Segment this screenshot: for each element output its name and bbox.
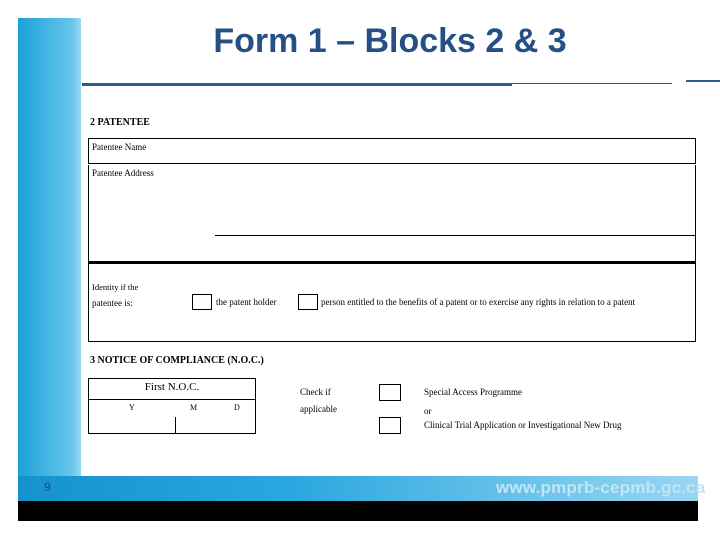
special-access-checkbox[interactable]: [379, 384, 401, 401]
date-separator: [175, 417, 176, 433]
applicable-label: applicable: [300, 404, 337, 414]
clinical-trial-label: Clinical Trial Application or Investigational New Drug: [424, 420, 622, 430]
or-label: or: [424, 406, 432, 416]
form-excerpt: [86, 110, 698, 440]
check-if-label: Check if: [300, 387, 331, 397]
entitled-person-checkbox[interactable]: [298, 294, 318, 310]
clinical-trial-checkbox[interactable]: [379, 417, 401, 434]
first-noc-label: First N.O.C.: [144, 381, 200, 393]
year-label: Y: [129, 403, 135, 412]
block2-heading: 2 PATENTEE: [90, 117, 150, 128]
patentee-name-label: Patentee Name: [92, 142, 147, 152]
left-accent-bar: [18, 18, 81, 504]
patentee-address-label: Patentee Address: [92, 168, 154, 178]
patentee-name-field[interactable]: [88, 138, 696, 164]
address-line: [215, 235, 695, 236]
website-url: www.pmprb-cepmb.gc.ca: [496, 478, 706, 497]
identity-label-line2: patentee is:: [92, 298, 133, 308]
identity-label-line1: Identity if the: [92, 282, 139, 292]
first-noc-divider: [89, 399, 255, 400]
day-label: D: [234, 403, 240, 412]
title-underline: [82, 83, 512, 86]
first-noc-date-field[interactable]: [88, 378, 256, 434]
block3-heading: 3 NOTICE OF COMPLIANCE (N.O.C.): [90, 355, 264, 366]
title-underline-thin: [512, 83, 672, 84]
title-underline-end: [686, 80, 720, 82]
special-access-label: Special Access Programme: [424, 387, 522, 397]
patent-holder-label: the patent holder: [216, 297, 277, 307]
footer-black-strip: [18, 501, 698, 521]
month-label: M: [190, 403, 198, 412]
slide-title: Form 1 – Blocks 2 & 3: [213, 22, 567, 60]
slide-number: 9: [44, 480, 51, 494]
patent-holder-checkbox[interactable]: [192, 294, 212, 310]
patentee-address-field[interactable]: [88, 165, 696, 262]
entitled-person-label: person entitled to the benefits of a patent or to exercise any rights in relation to a patent: [321, 297, 636, 307]
patentee-identity-row: [88, 262, 696, 342]
